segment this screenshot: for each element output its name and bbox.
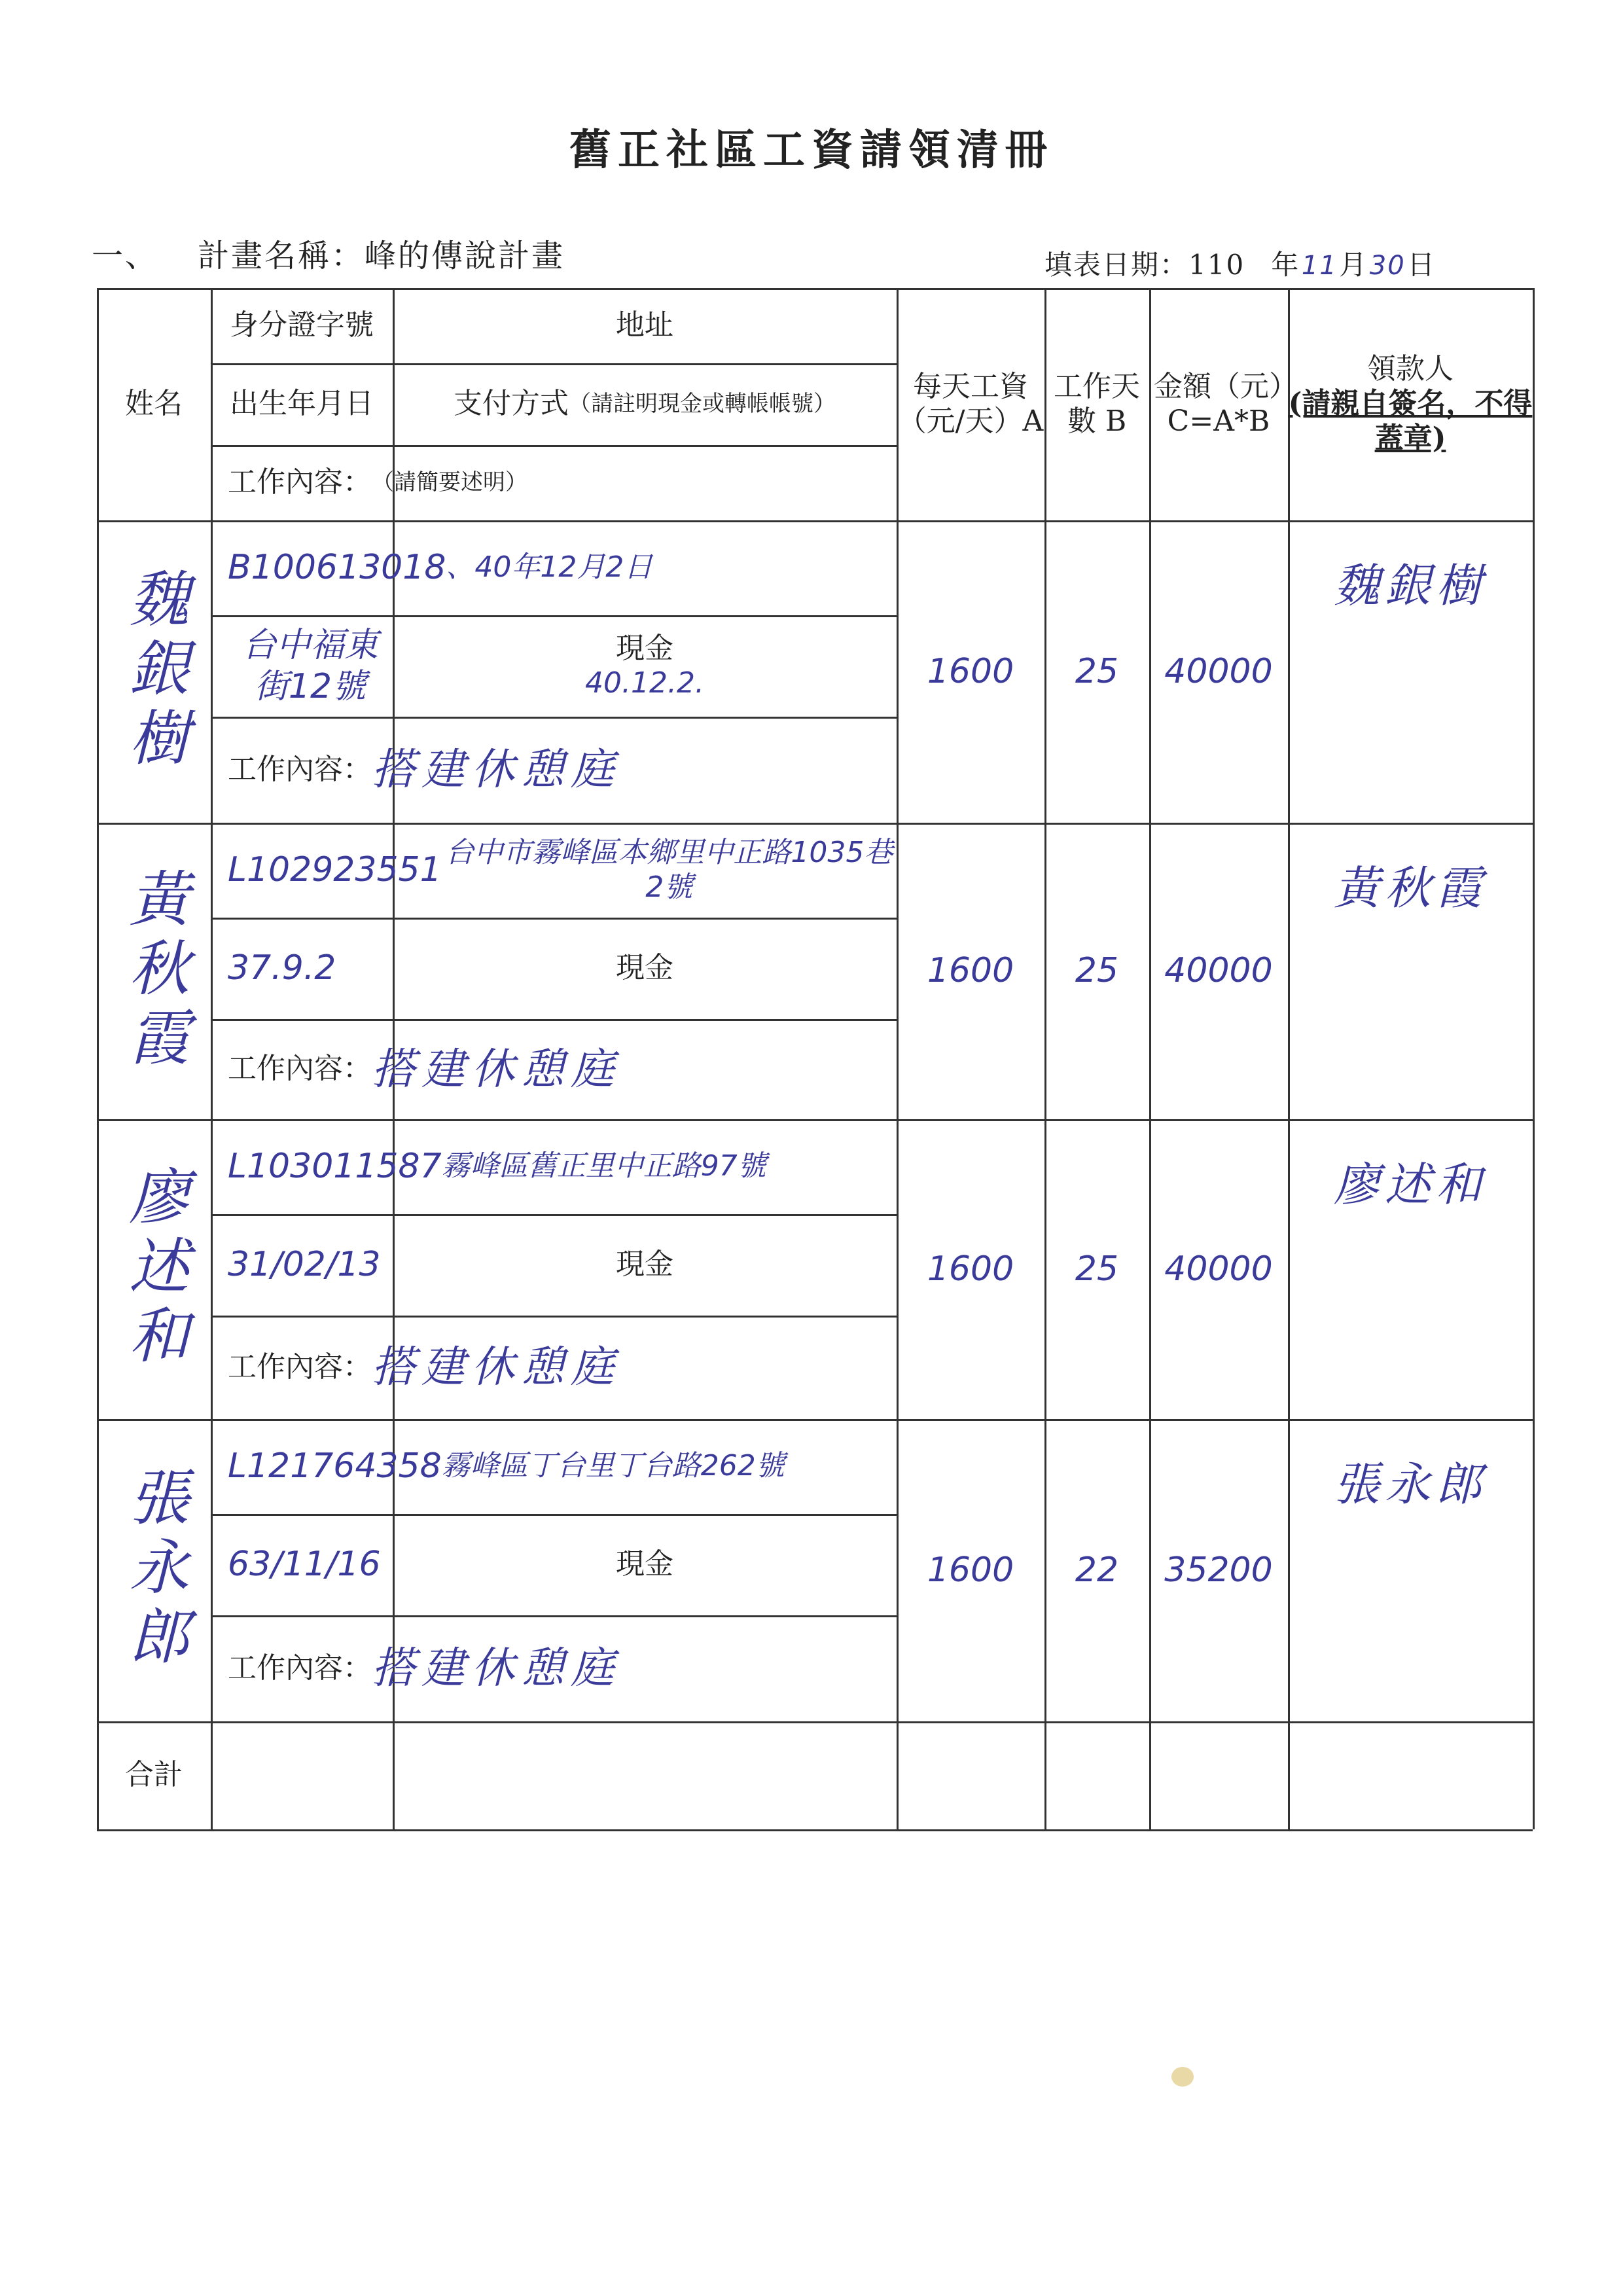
project-label: 計畫名稱：峰的傳說計畫 bbox=[198, 238, 565, 274]
payment-label: 支付方式 bbox=[454, 387, 569, 421]
work-days: 25 bbox=[1075, 1249, 1119, 1289]
header-daily-wage: 每天工資（元/天）A bbox=[897, 369, 1044, 438]
total-label: 合計 bbox=[125, 1758, 183, 1792]
address: 霧峰區舊正里中正路97號 bbox=[441, 1149, 766, 1183]
date-month: 11 bbox=[1301, 251, 1338, 281]
birth-date bbox=[211, 918, 393, 1019]
amount: 40000 bbox=[1164, 651, 1273, 691]
worker-name: 張永郎 bbox=[119, 1466, 190, 1674]
id-number: L102923551 bbox=[228, 850, 442, 890]
recipient-signature: 黃秋霞 bbox=[1334, 861, 1487, 915]
work-content-note: （請簡要述明） bbox=[372, 469, 527, 496]
id-number: L121764358 bbox=[228, 1446, 442, 1486]
address: 、40年12月2日 bbox=[446, 550, 653, 584]
header-name bbox=[97, 288, 211, 520]
amount: 35200 bbox=[1164, 1550, 1273, 1590]
header-recipient bbox=[1288, 288, 1533, 520]
work-content-value: 搭建休憩庭 bbox=[372, 1043, 620, 1094]
document-title: 舊正社區工資請領清冊 bbox=[569, 126, 1054, 175]
payment-method bbox=[393, 1214, 897, 1316]
work-content-label: 工作內容： bbox=[228, 1052, 372, 1086]
recipient-signature: 張永郎 bbox=[1334, 1458, 1487, 1511]
worker-name: 廖述和 bbox=[119, 1165, 190, 1373]
payment-note: （請註明現金或轉帳帳號） bbox=[569, 391, 836, 418]
id-address-cell bbox=[211, 823, 897, 918]
section-number: 一、 bbox=[92, 238, 159, 274]
date-day: 30 bbox=[1369, 251, 1406, 281]
birth-date-value: 31/02/13 bbox=[228, 1245, 381, 1285]
work-content-label: 工作內容： bbox=[228, 1651, 372, 1685]
payment-value: 現金 bbox=[616, 951, 673, 985]
work-content-label: 工作內容： bbox=[228, 1350, 372, 1384]
payment-value: 現金 bbox=[616, 1547, 673, 1581]
header-work-content bbox=[211, 445, 897, 520]
payment-method bbox=[393, 918, 897, 1019]
work-content bbox=[211, 1316, 897, 1419]
payment-value: 現金 bbox=[616, 631, 673, 665]
header-id-number: 身分證字號 bbox=[230, 308, 374, 342]
payment-value: 現金 bbox=[616, 1247, 673, 1282]
amount: 40000 bbox=[1164, 1249, 1273, 1289]
header-birth-date: 出生年月日 bbox=[230, 387, 374, 421]
work-days: 22 bbox=[1075, 1550, 1119, 1590]
header-amount: 金額（元）C=A*B bbox=[1154, 369, 1283, 438]
work-content-value: 搭建休憩庭 bbox=[372, 1643, 620, 1694]
recipient-label: 領款人 bbox=[1367, 352, 1454, 386]
row-divider bbox=[97, 1721, 1533, 1723]
date-day-unit: 日 bbox=[1407, 249, 1436, 281]
daily-wage: 1600 bbox=[927, 951, 1014, 991]
address: 台中市霧峰區本鄉里中正路1035巷2號 bbox=[445, 835, 893, 904]
fill-date bbox=[1044, 243, 1436, 283]
daily-wage: 1600 bbox=[927, 651, 1014, 691]
recipient-signature: 廖述和 bbox=[1334, 1158, 1487, 1211]
payment-method bbox=[393, 615, 897, 717]
work-content-label: 工作內容： bbox=[228, 752, 372, 786]
id-number: L103011587 bbox=[228, 1147, 442, 1187]
id-number: B100613018 bbox=[228, 548, 446, 588]
date-year-unit: 年 bbox=[1271, 249, 1300, 281]
work-days: 25 bbox=[1075, 651, 1119, 691]
date-year: 110 bbox=[1188, 249, 1245, 281]
amount: 40000 bbox=[1164, 951, 1273, 991]
birth-date-value: 台中福東街12號 bbox=[241, 626, 378, 706]
payment-method bbox=[393, 1514, 897, 1615]
paper-speck bbox=[1171, 2067, 1194, 2087]
recipient-signature: 魏銀樹 bbox=[1334, 559, 1487, 613]
birth-date-value: 63/11/16 bbox=[228, 1545, 381, 1585]
date-month-unit: 月 bbox=[1339, 249, 1368, 281]
birth-date-extra: 40.12.2. bbox=[585, 666, 704, 700]
work-content-label: 工作內容： bbox=[228, 465, 372, 499]
table-bottom-border bbox=[97, 1829, 1533, 1831]
date-label: 填表日期： bbox=[1044, 249, 1189, 281]
header-payment-method bbox=[393, 363, 897, 445]
work-content bbox=[211, 1019, 897, 1119]
birth-date-value: 37.9.2 bbox=[228, 948, 336, 988]
recipient-note: (請親自簽名，不得蓋章) bbox=[1288, 387, 1533, 455]
birth-date bbox=[211, 615, 393, 717]
work-content-value: 搭建休憩庭 bbox=[372, 744, 620, 795]
work-content-value: 搭建休憩庭 bbox=[372, 1342, 620, 1393]
project-name bbox=[92, 230, 565, 276]
header-work-days: 工作天數 B bbox=[1054, 369, 1140, 438]
work-content bbox=[211, 1615, 897, 1721]
work-content bbox=[211, 717, 897, 823]
table-right-border bbox=[1533, 288, 1535, 1829]
birth-date bbox=[211, 1514, 393, 1615]
id-address-cell bbox=[211, 1419, 897, 1514]
daily-wage: 1600 bbox=[927, 1550, 1014, 1590]
address: 霧峰區丁台里丁台路262號 bbox=[441, 1449, 785, 1483]
header-name-label: 姓名 bbox=[125, 387, 183, 421]
header-address: 地址 bbox=[616, 308, 673, 342]
birth-date bbox=[211, 1214, 393, 1316]
id-address-cell bbox=[211, 1119, 897, 1214]
worker-name: 魏銀樹 bbox=[119, 567, 190, 776]
daily-wage: 1600 bbox=[927, 1249, 1014, 1289]
id-address-cell bbox=[211, 520, 897, 615]
worker-name: 黃秋霞 bbox=[119, 867, 190, 1075]
work-days: 25 bbox=[1075, 951, 1119, 991]
